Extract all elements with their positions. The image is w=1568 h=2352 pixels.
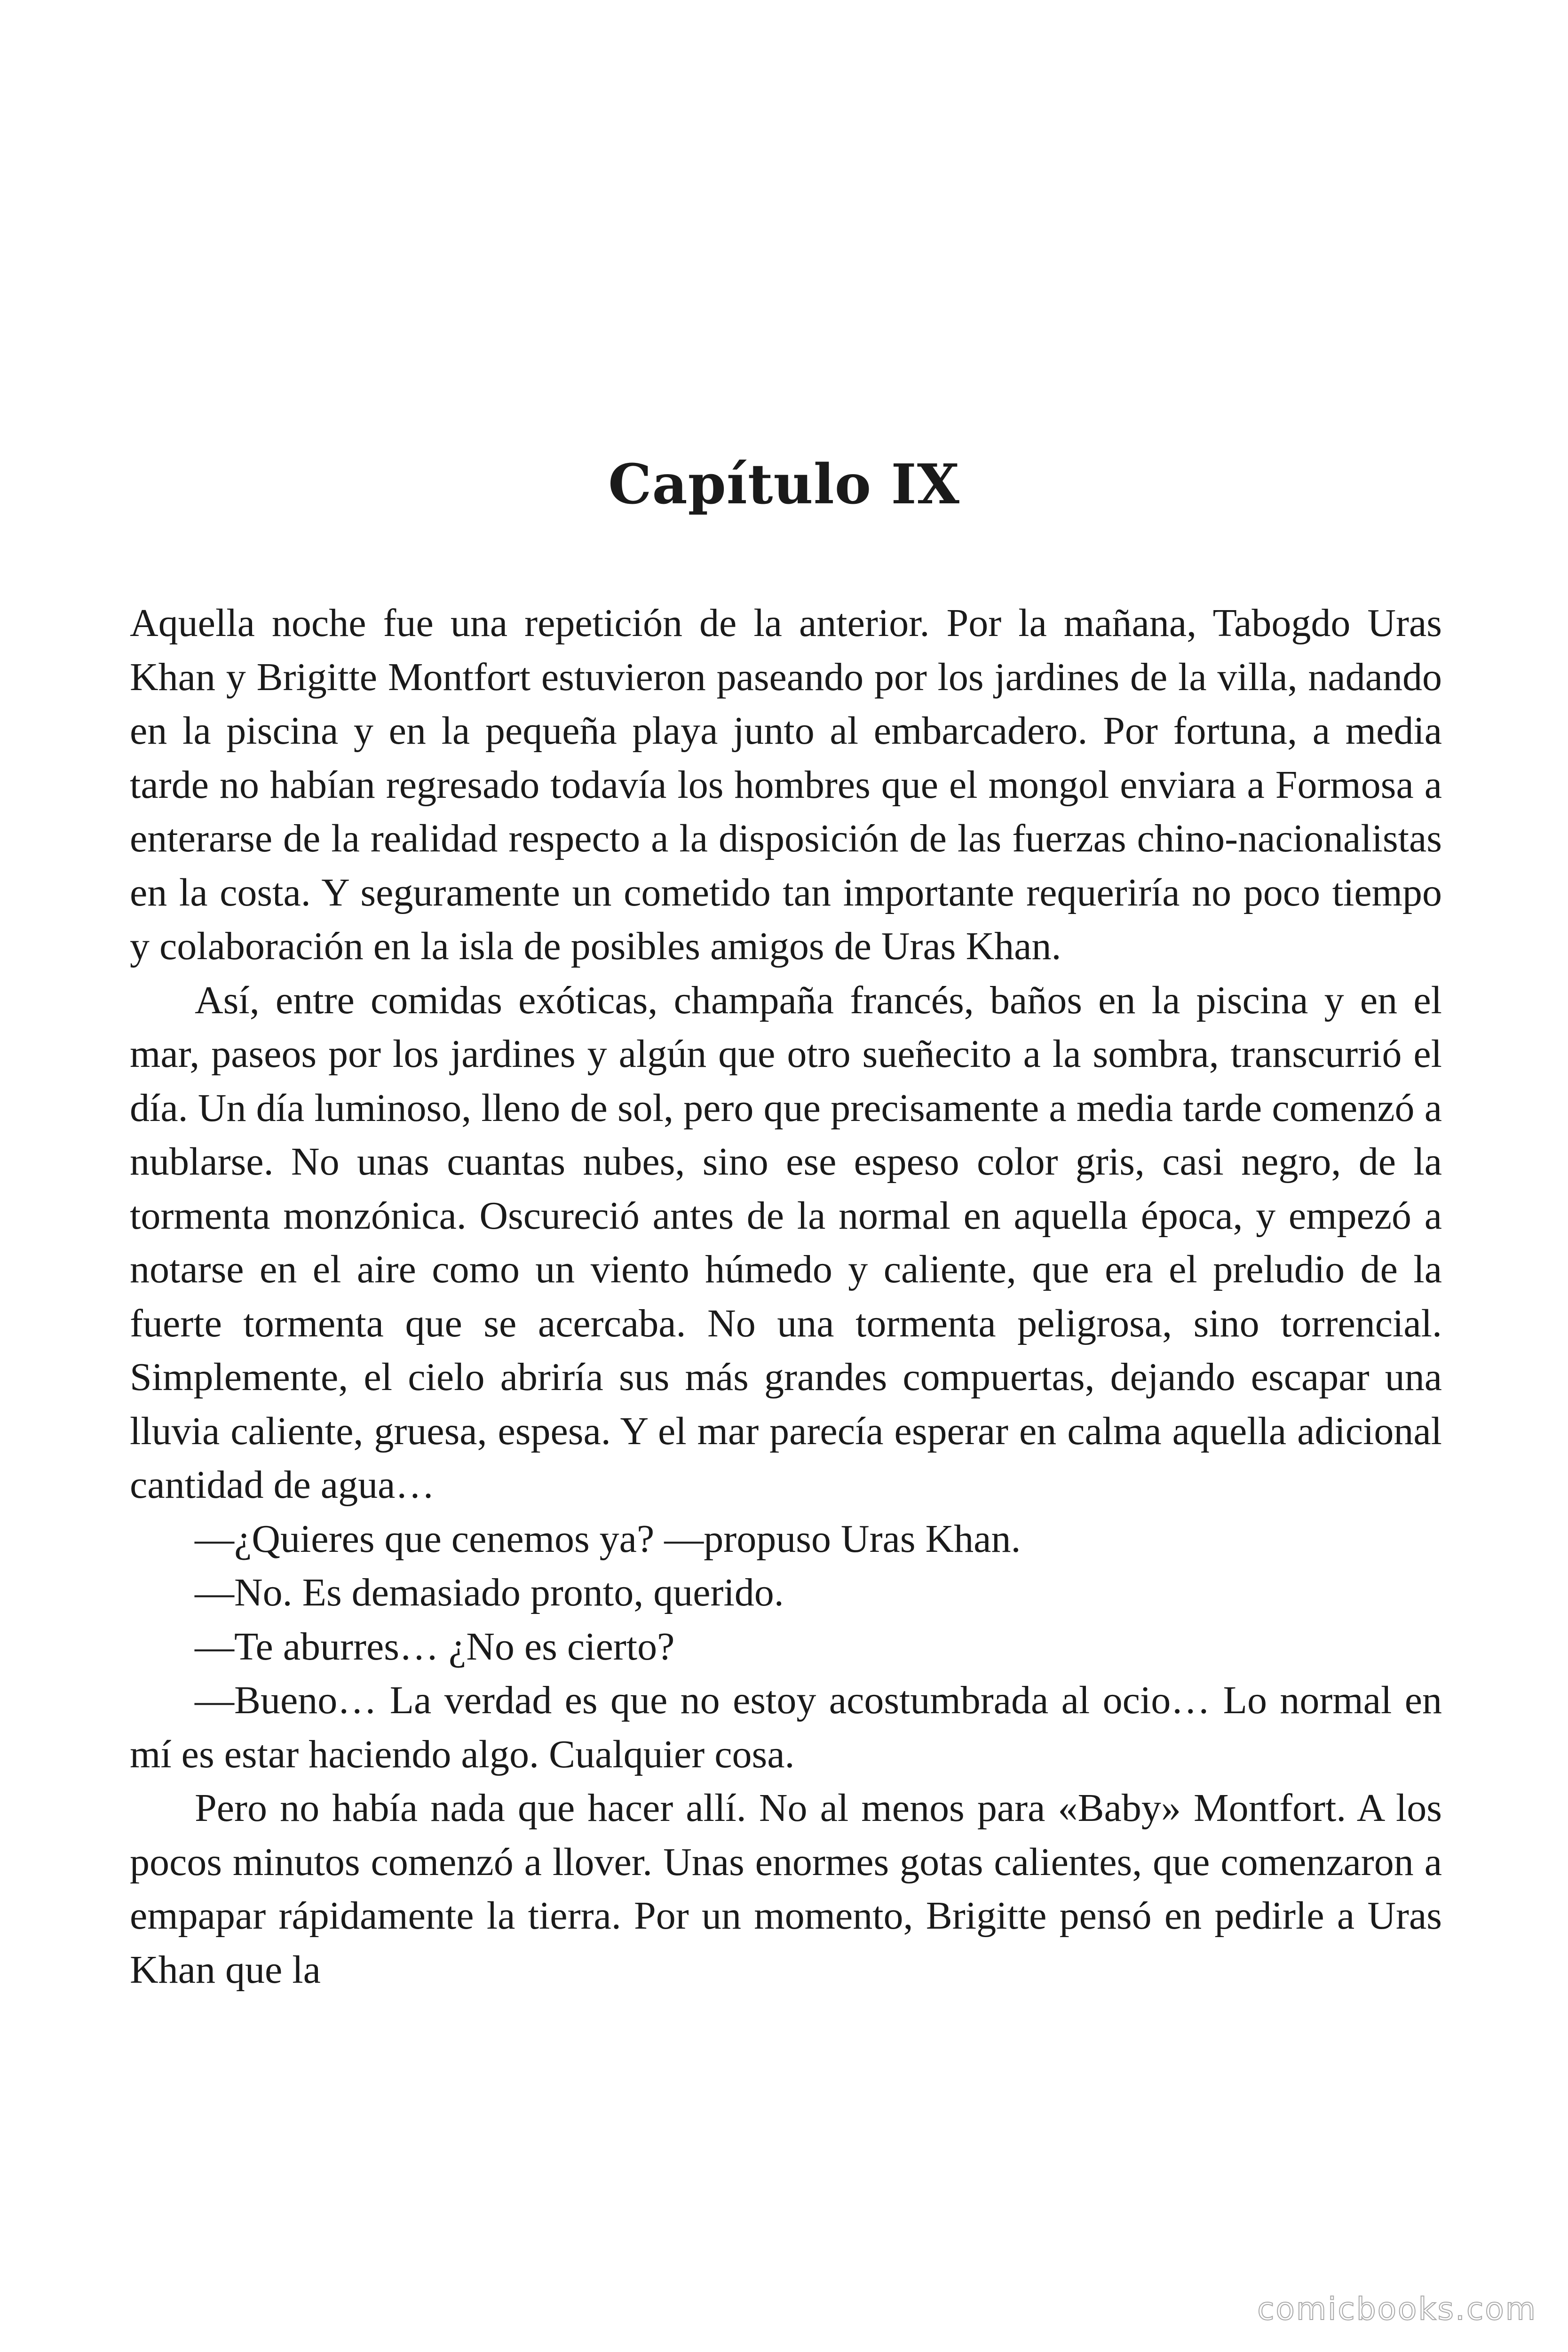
dialogue-line: —Te aburres… ¿No es cierto? bbox=[195, 1624, 675, 1669]
dialogue-line: —¿Quieres que cenemos ya? —propuso Uras Khan. bbox=[195, 1517, 1021, 1561]
paragraph: Aquella noche fue una repetición de la anterior. Por la mañana, Tabogdo Uras Khan y Brigitte Montfort estuvieron paseando por los jardines de la villa, nadando en la piscina y en la pequeña playa junto al embarcadero. Por fortuna, a media tarde no habían regresado todavía los hombres que el mongol enviara a Formosa a enterarse de la realidad respecto a la disposición de las fuerzas chino-nacionalistas en la costa. Y seguramente un cometido tan importante requeriría no poco tiempo y colaboración en la isla de posibles amigos de Uras Khan. bbox=[130, 601, 1442, 968]
paragraph: Pero no había nada que hacer allí. No al menos para «Baby» Montfort. A los pocos minutos comenzó a llover. Unas enormes gotas calientes, que comenzaron a empapar rápidamente la tierra. Por un momento, Brigitte pensó en pedirle a Uras Khan que la bbox=[130, 1786, 1442, 1992]
paragraph: Así, entre comidas exóticas, champaña francés, baños en la piscina y en el mar, paseos por los jardines y algún que otro sueñecito a la sombra, transcurrió el día. Un día luminoso, lleno de sol, pero que precisamente a media tarde comenzó a nublarse. No unas cuantas nubes, sino ese espeso color gris, casi negro, de la tormenta monzónica. Oscureció antes de la normal en aquella época, y empezó a notarse en el aire como un viento húmedo y caliente, que era el preludio de la fuerte tormenta que se acercaba. No una tormenta peligrosa, sino torrencial. Simplemente, el cielo abriría sus más grandes compuertas, dejando escapar una lluvia caliente, gruesa, espesa. Y el mar parecía esperar en calma aquella adicional cantidad de agua… bbox=[130, 978, 1442, 1507]
watermark: comicbooks.com bbox=[1257, 2291, 1537, 2327]
chapter-title: Capítulo IX bbox=[608, 453, 960, 516]
dialogue-line: —No. Es demasiado pronto, querido. bbox=[195, 1571, 784, 1614]
dialogue-line: —Bueno… La verdad es que no estoy acostumbrada al ocio… Lo normal en mí es estar haciendo algo. Cualquier cosa. bbox=[130, 1678, 1442, 1776]
chapter-body bbox=[130, 596, 1442, 1997]
